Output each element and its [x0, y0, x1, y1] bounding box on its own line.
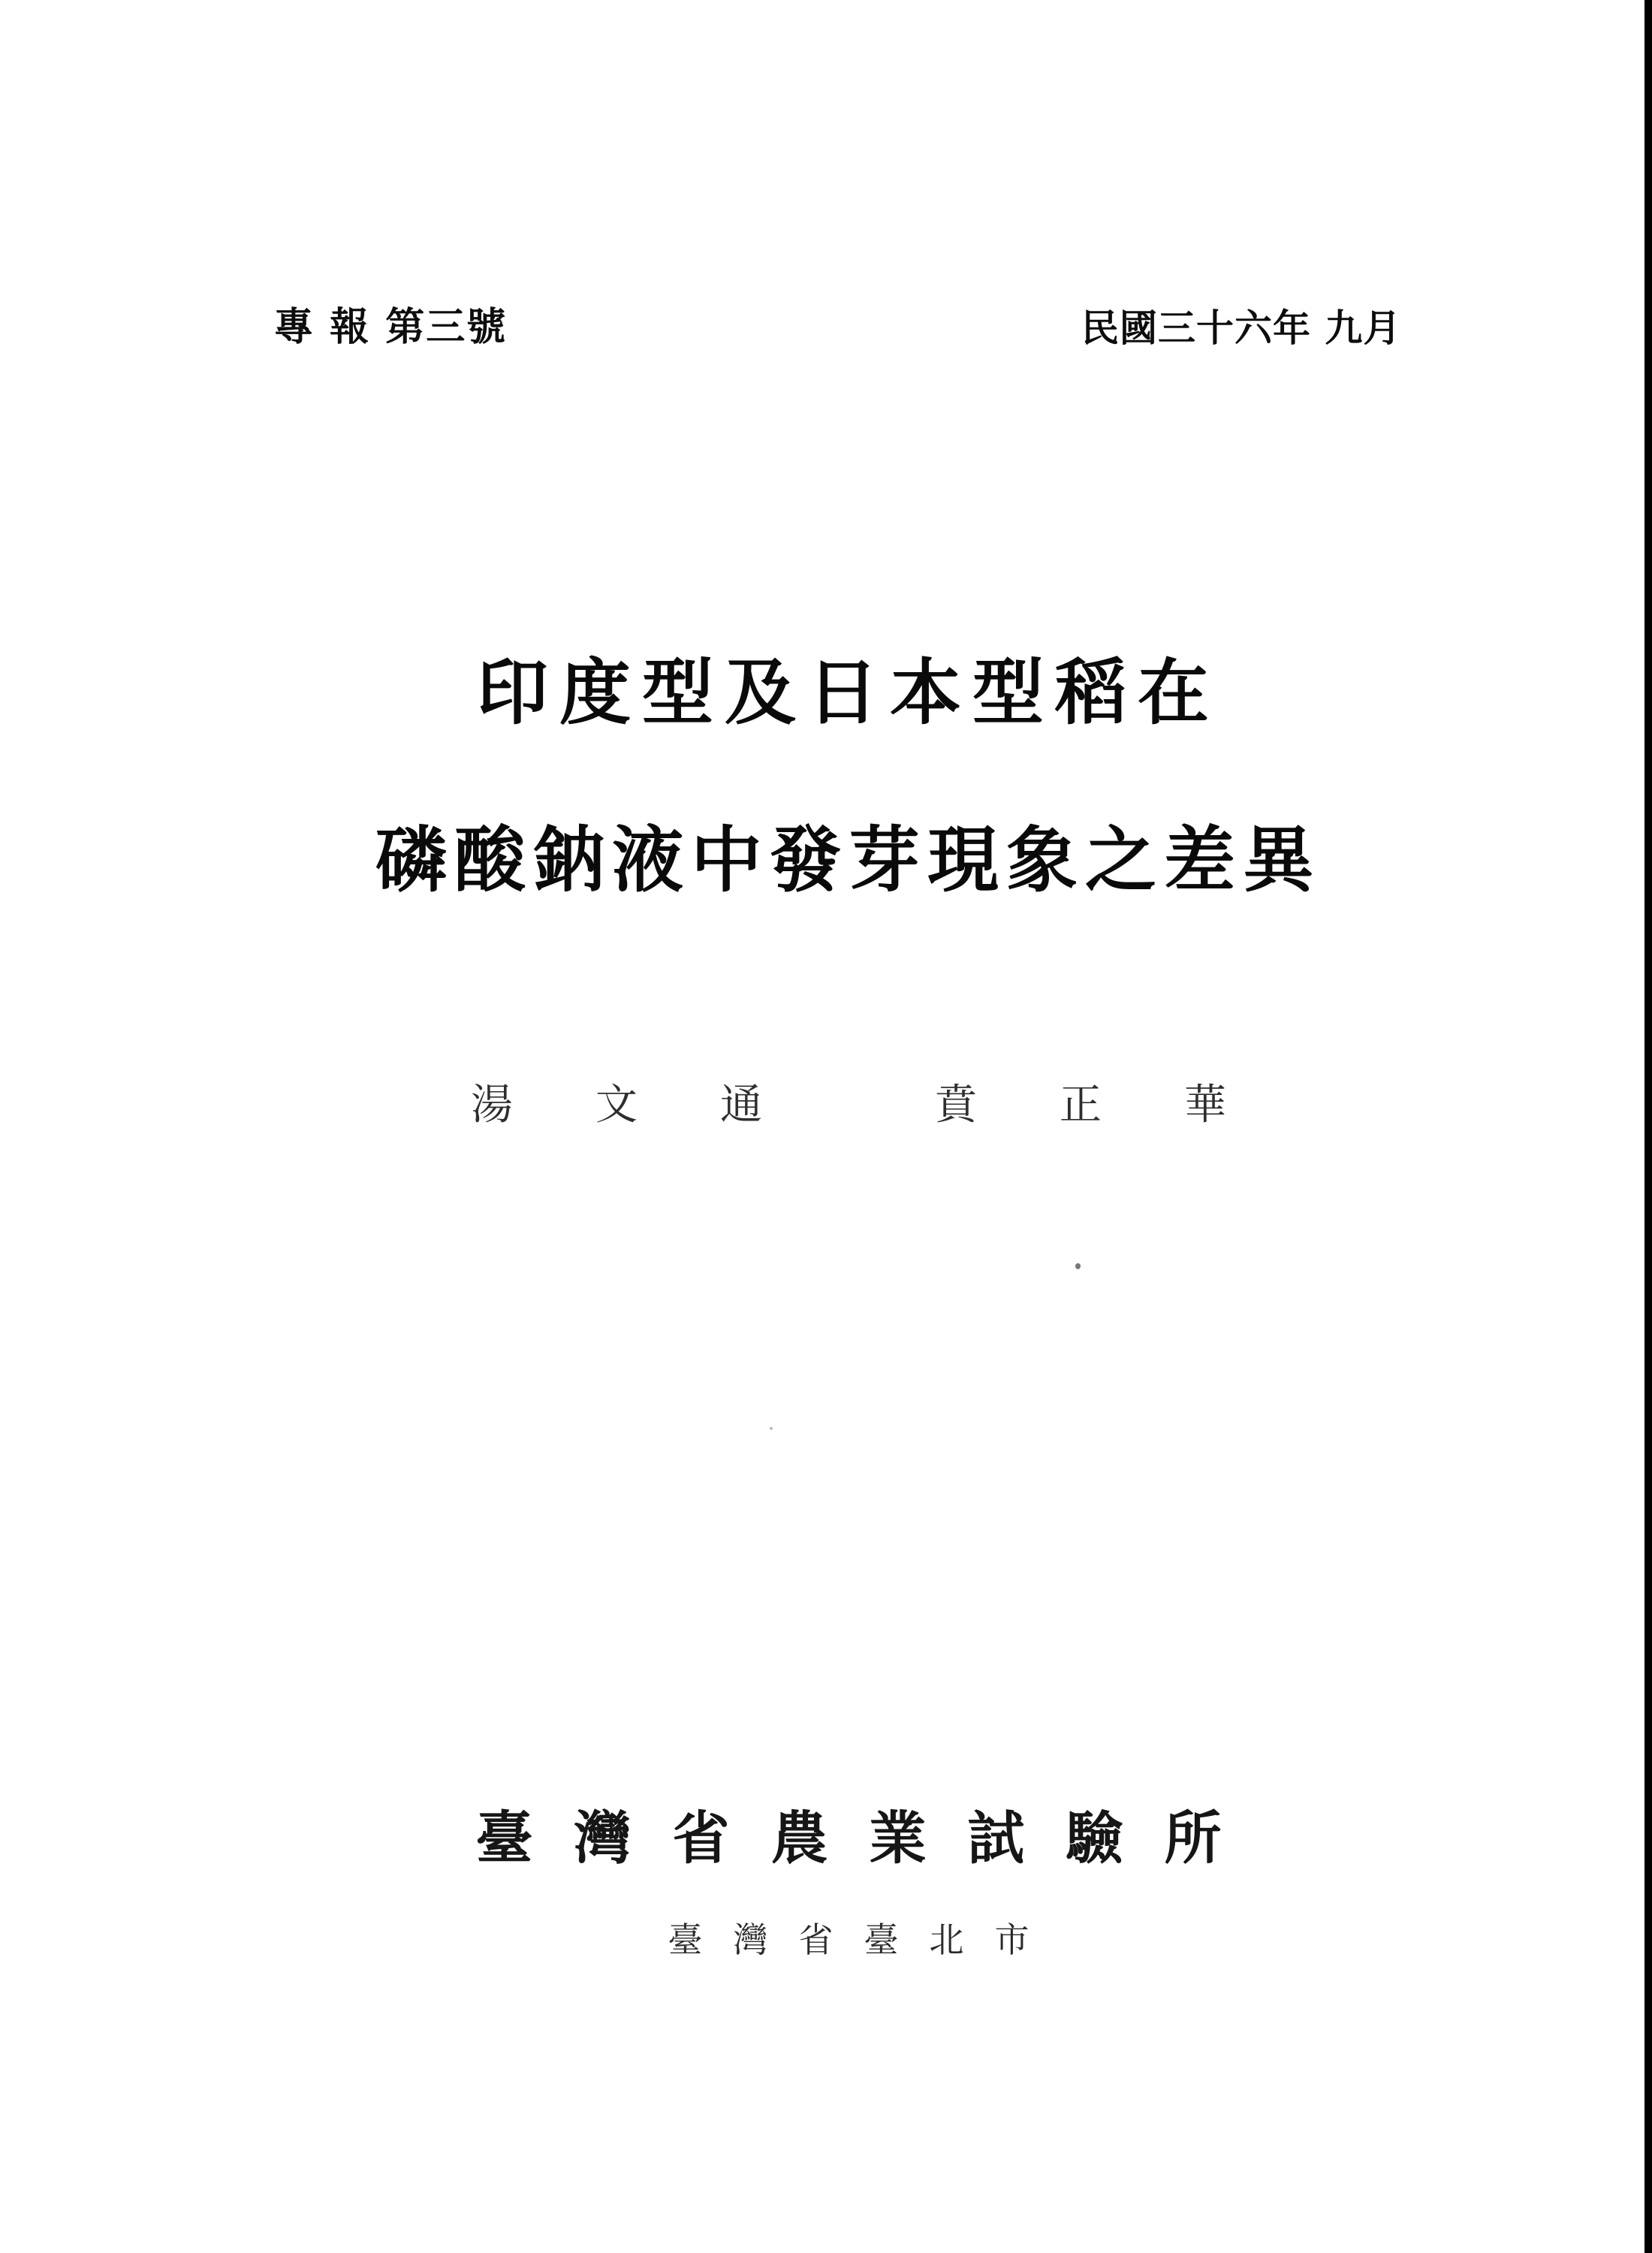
author-name-2: 賁正華 [935, 1081, 1309, 1130]
authors-row [0, 1081, 1652, 1130]
publisher-location: 臺灣省臺北市 [668, 1920, 1060, 1960]
title-line-1: 印度型及日本型稻在 [476, 651, 1220, 734]
author-name-1: 湯文通 [471, 1081, 845, 1130]
series-number-label: 專 報 第三號 [274, 304, 508, 350]
scan-edge-artifact [1644, 0, 1652, 2253]
scan-speck [770, 1427, 773, 1430]
publisher-institution: 臺灣省農業試驗所 [475, 1805, 1263, 1871]
title-line-2: 磷酸鈉液中發芽現象之差異 [375, 819, 1322, 902]
scan-speck [1075, 1263, 1081, 1269]
publication-date-label: 民國三十六年 九月 [1081, 306, 1402, 350]
